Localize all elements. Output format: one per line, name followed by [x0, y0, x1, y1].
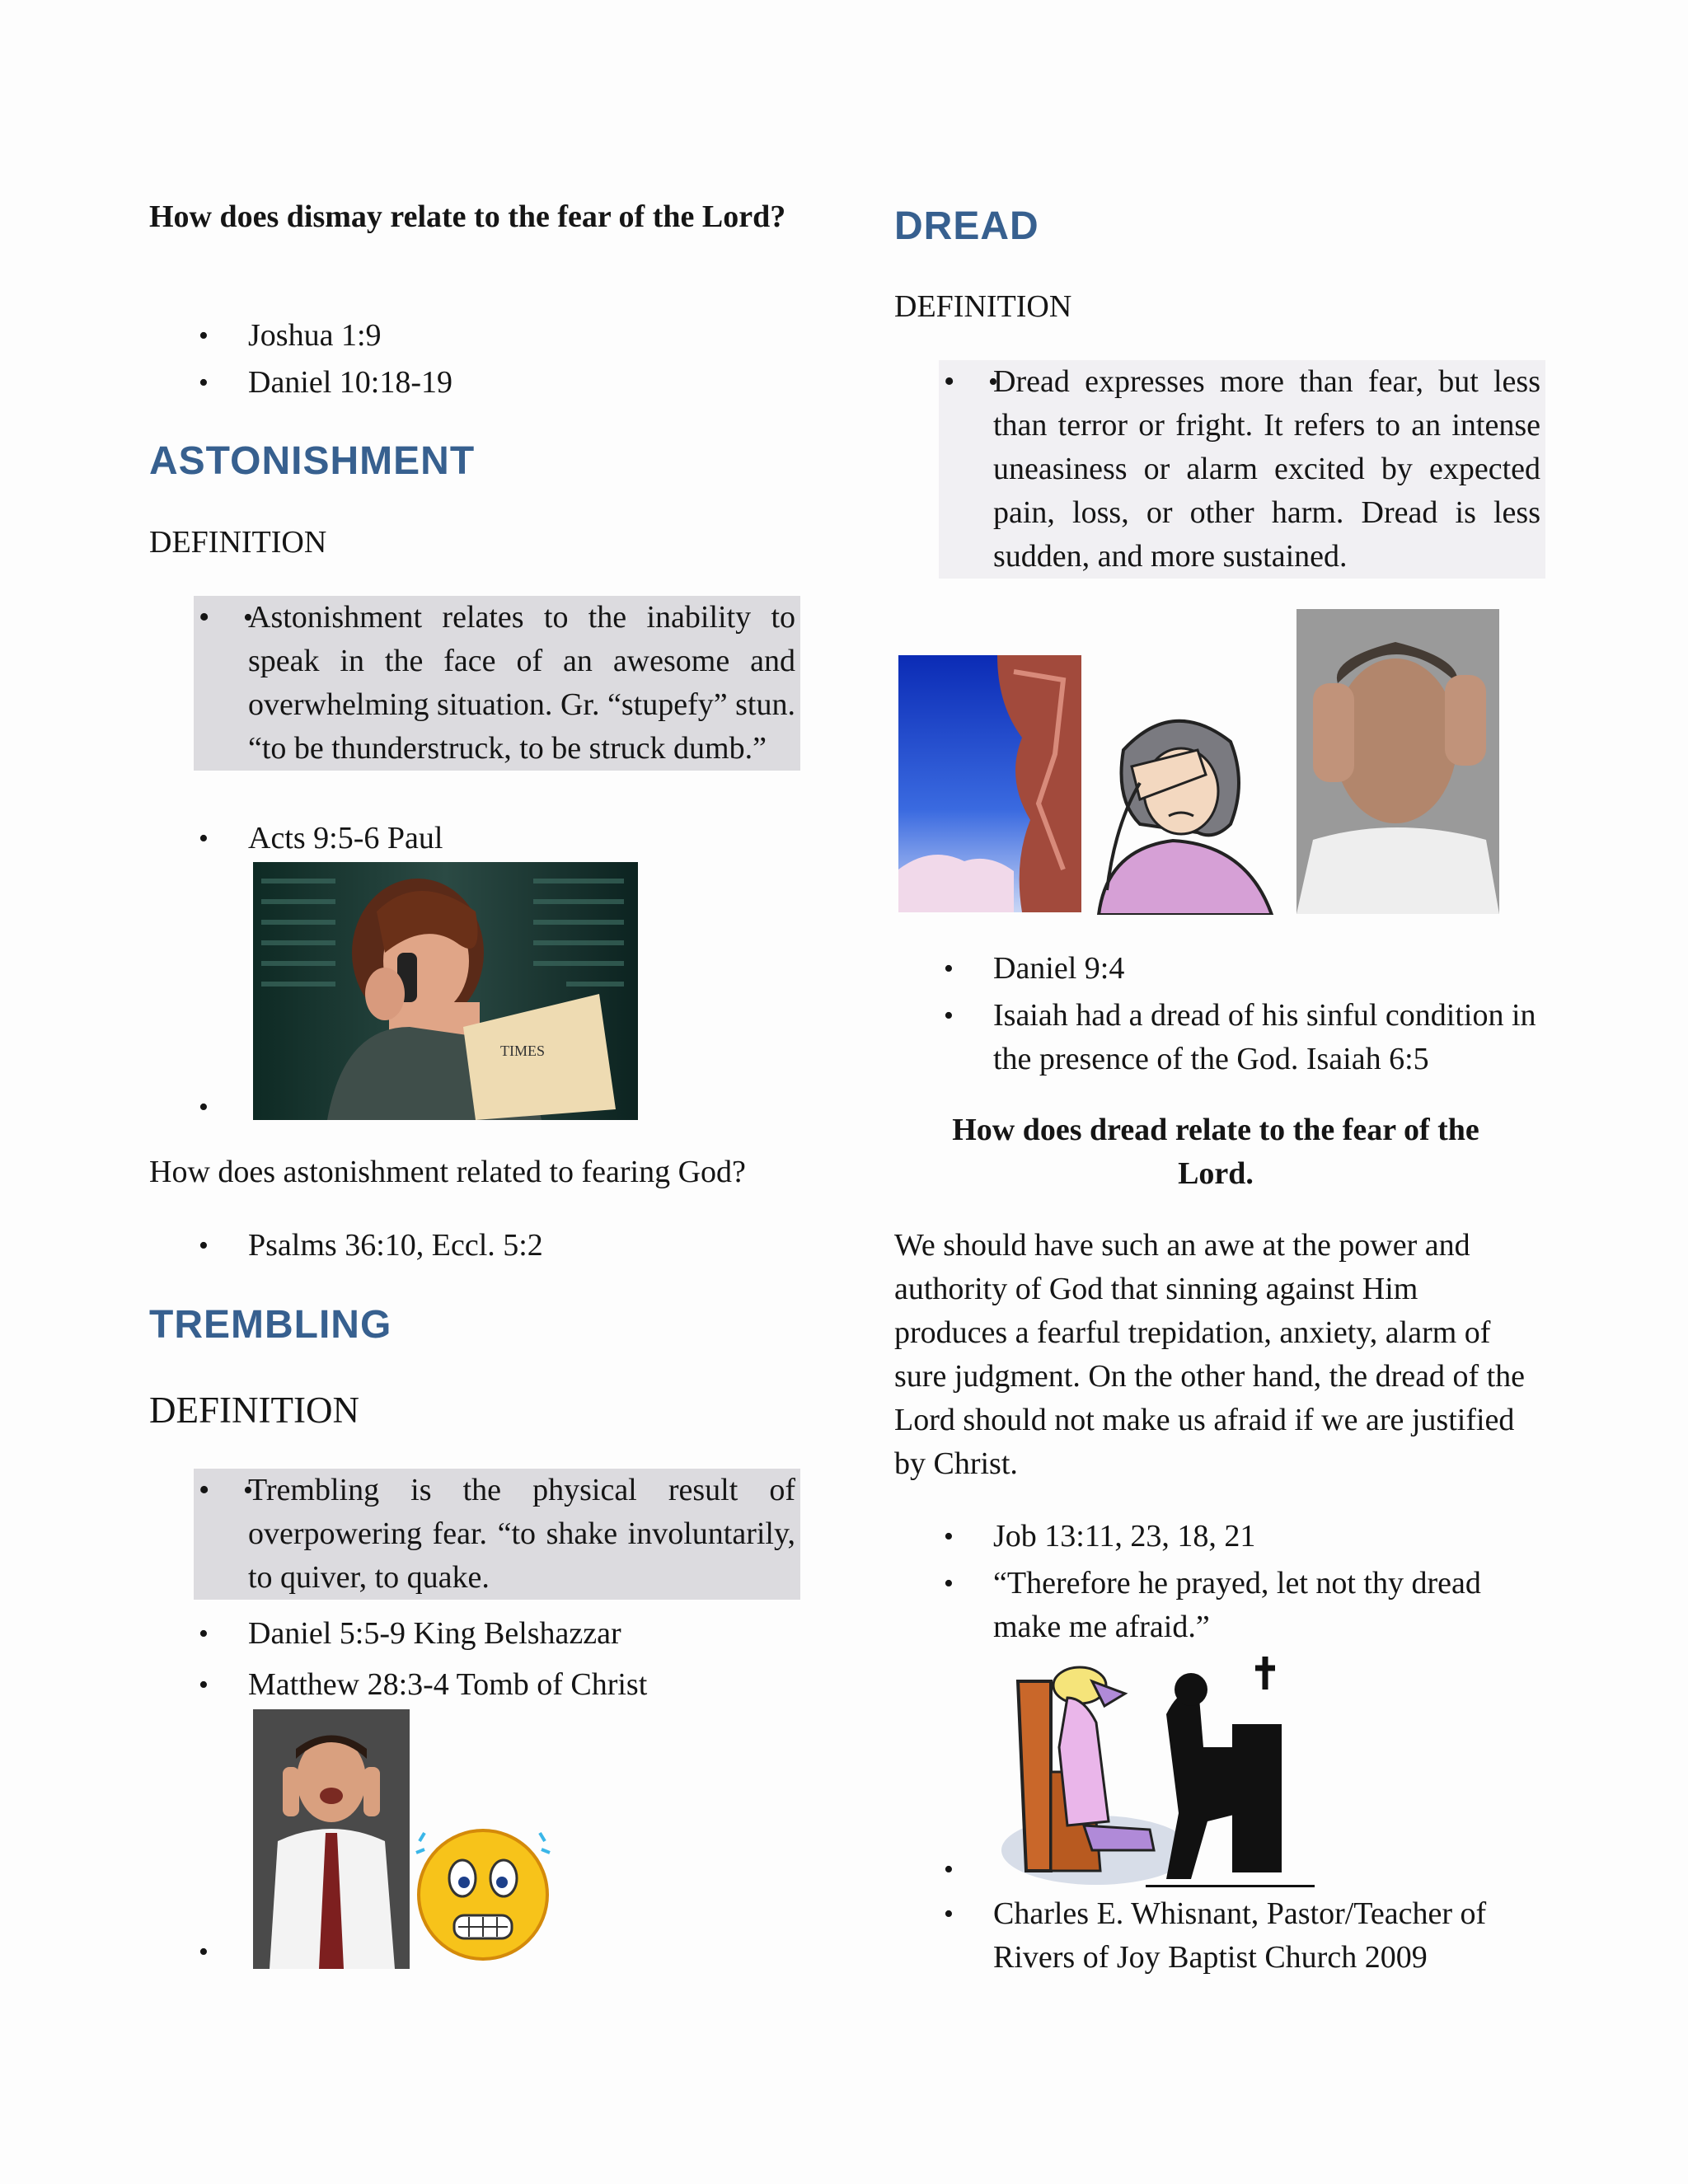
list-item: • Job 13:11, 23, 18, 21	[894, 1515, 1545, 1558]
bullet: • •	[199, 1473, 210, 1507]
dread-definition	[939, 360, 1545, 579]
cliff-sky-image	[898, 655, 1081, 912]
list-item: • Acts 9:5-6 Paul	[149, 817, 800, 860]
trembling-definition-label: DEFINITION	[149, 1390, 359, 1431]
trembling-definition	[194, 1469, 800, 1600]
praying-figures-clipart	[993, 1648, 1315, 1887]
bullet: • •	[199, 600, 210, 635]
bullet: • •	[944, 364, 955, 399]
astonishment-question: How does astonishment related to fearing God?	[149, 1155, 746, 1189]
dread-heading: DREAD	[894, 204, 1039, 248]
worried-woman-clipart	[1082, 701, 1280, 915]
astonishment-definition-text: Astonishment relates to the inability to speak in the face of an awesome and overwhelming situation. Gr. “stupefy” stun. “to be thunderstruck, to be struck dumb.”	[248, 600, 795, 766]
dread-paragraph: We should have such an awe at the power and authority of God that sinning against Him produces a fearful trepidation, anxiety, alarm of sure judgment. On the other hand, the dread of the Lord should not make us afraid if we are justified by Christ.	[894, 1228, 1526, 1481]
scared-emoji-icon	[413, 1816, 553, 1965]
list-item: • Joshua 1:9	[149, 314, 800, 358]
list-item: • Psalms 36:10, Eccl. 5:2	[149, 1224, 800, 1268]
credit-list	[894, 1892, 1545, 1980]
bullet: •	[199, 1937, 209, 1967]
list-item: • “Therefore he prayed, let not thy dread make me afraid.”	[894, 1562, 1545, 1649]
dread-question: How does dread relate to the fear of the Lord.	[952, 1113, 1479, 1191]
dismay-question: How does dismay relate to the fear of the Lord?	[149, 199, 786, 234]
trembling-list	[194, 1469, 800, 1600]
bullet: •	[199, 1092, 209, 1122]
dread-definition-text: Dread expresses more than fear, but less than terror or fright. It refers to an intense uneasiness or alarm excited by expected pain, loss, or other harm. Dread is less sudden, and more sustained.	[993, 364, 1540, 574]
dismay-refs	[149, 314, 800, 405]
trembling-heading: TREMBLING	[149, 1303, 392, 1347]
dread-definition-label: DEFINITION	[894, 289, 1072, 324]
astonishment-question-refs	[149, 1224, 800, 1268]
trembling-refs	[149, 1612, 800, 1707]
newspaper-text: TIMES	[500, 1043, 545, 1059]
list-item: • Daniel 10:18-19	[149, 361, 800, 405]
woman-phone-image	[253, 862, 638, 1120]
list-item: • Daniel 9:4	[894, 947, 1545, 991]
astonishment-list	[194, 596, 800, 771]
author-credit: • Charles E. Whisnant, Pastor/Teacher of Rivers of Joy Baptist Church 2009	[894, 1892, 1545, 1980]
dread-refs-2	[894, 1515, 1545, 1649]
stressed-man-image	[1296, 609, 1499, 914]
trembling-definition-text: Trembling is the physical result of overpowering fear. “to shake involuntarily, to quiver, to quake.	[248, 1473, 795, 1595]
astonishment-definition-label: DEFINITION	[149, 525, 327, 560]
dread-list	[939, 360, 1545, 579]
bullet: •	[944, 1854, 954, 1885]
list-item: • Daniel 5:5-9 King Belshazzar	[149, 1612, 800, 1656]
scared-man-image	[253, 1709, 410, 1969]
list-item: • Matthew 28:3-4 Tomb of Christ	[149, 1663, 800, 1707]
astonishment-definition	[194, 596, 800, 771]
dread-refs	[894, 947, 1545, 1081]
astonishment-ref-list	[149, 817, 800, 860]
astonishment-heading: ASTONISHMENT	[149, 439, 476, 483]
list-item: • Isaiah had a dread of his sinful condition in the presence of the God. Isaiah 6:5	[894, 994, 1545, 1081]
